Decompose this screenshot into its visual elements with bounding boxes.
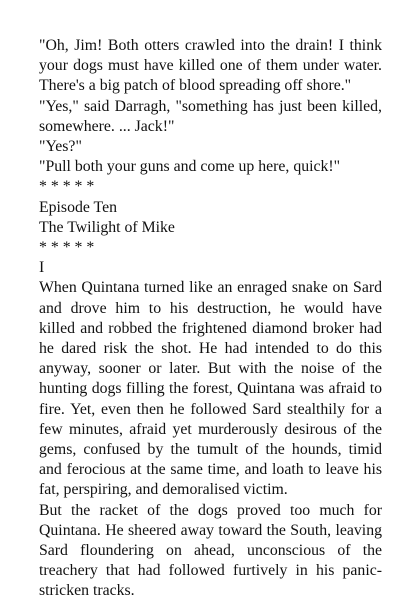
section-separator: * * * * * <box>39 178 95 196</box>
body-paragraph: When Quintana turned like an enraged snake on Sard and drove him to his destruction, he would have killed and robbed the frightened diamond broker had he dared risk the shot. He had intended to do this anyway, sooner or later. But with the noise of the hunting dogs filling the forest, Quintana was afraid to fire. Yet, even then he followed Sard stealthily for a few minutes, afraid yet murderously desirous of the gems, confused by the tumult of the hounds, timid and ferocious at the same time, and loath to leave his fat, perspiring, and demoralised victim. <box>39 279 382 499</box>
body-paragraph: But the racket of the dogs proved too much for Quintana. He sheered away toward the South, leaving Sard floundering on ahead, unconscious of the treachery that had followed furtively in his panic-stricken tracks. <box>39 501 382 600</box>
section-numeral: I <box>39 259 45 277</box>
dialogue-line-guns: "Pull both your guns and come up here, quick!" <box>39 158 341 176</box>
dialogue-line-yes: "Yes?" <box>39 138 82 156</box>
book-page <box>39 36 382 602</box>
episode-title: The Twilight of Mike <box>39 218 175 236</box>
dialogue-line-otters: "Oh, Jim! Both otters crawled into the drain! I think your dogs must have killed one of them under water. There's a big patch of blood spreading off shore." <box>39 37 382 95</box>
section-separator: * * * * * <box>39 239 95 257</box>
dialogue-line-darragh: "Yes," said Darragh, "something has just been killed, somewhere. ... Jack!" <box>39 97 382 135</box>
episode-number: Episode Ten <box>39 198 118 216</box>
